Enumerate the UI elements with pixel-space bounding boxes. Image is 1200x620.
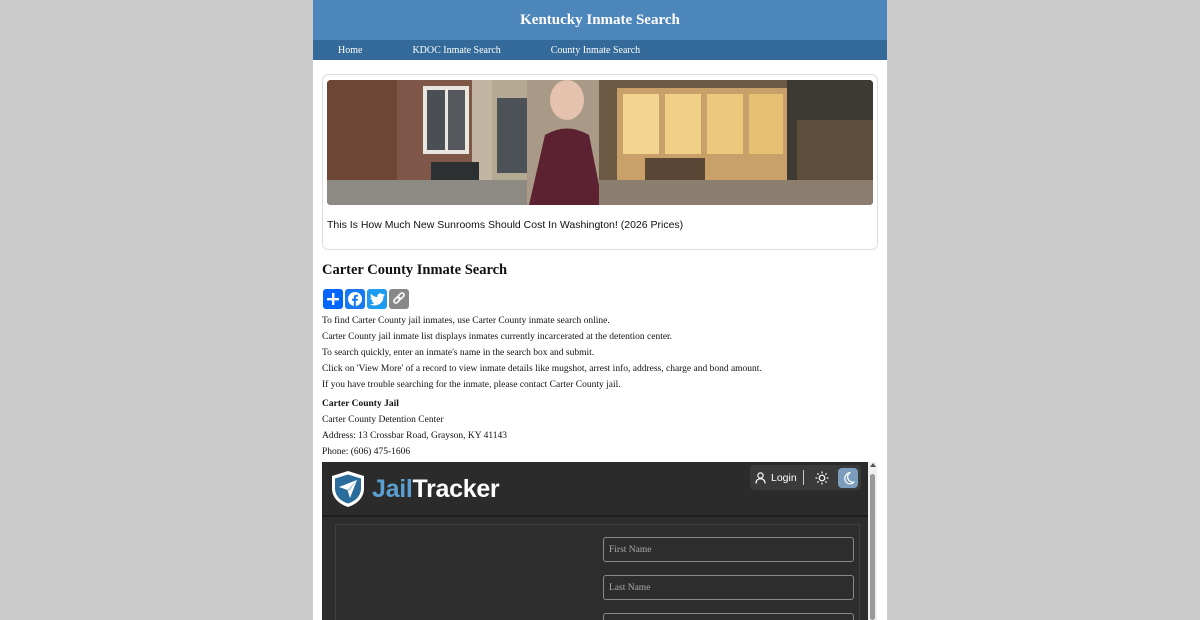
share-buttons [323,289,409,309]
copy-link-icon[interactable] [389,289,409,309]
intro-line: If you have trouble searching for the inmate, please contact Carter County jail. [322,380,621,390]
intro-line: To find Carter County jail inmates, use Carter County inmate search online. [322,316,610,326]
ad-image[interactable] [327,80,873,205]
ad-banner[interactable] [322,74,878,250]
nav-county-inmate-search[interactable]: County Inmate Search [550,44,641,56]
third-input-field[interactable] [603,613,854,620]
jail-phone: Phone: (606) 475-1606 [322,447,411,457]
intro-line: To search quickly, enter an inmate's name in the search box and submit. [322,348,595,358]
logo-jail-text: Jail [372,474,413,503]
share-plus-icon[interactable] [323,289,343,309]
user-icon [755,472,766,484]
light-mode-button[interactable] [813,469,831,487]
sun-icon [815,471,829,485]
search-form-panel [335,524,860,620]
jail-name: Carter County Jail [322,399,399,409]
dark-mode-button[interactable] [838,468,858,488]
login-button[interactable] [755,470,804,485]
jailtracker-logo[interactable] [330,470,499,508]
site-title[interactable]: Kentucky Inmate Search [520,11,680,28]
frame-scrollbar[interactable] [868,462,877,620]
scroll-thumb[interactable] [870,474,875,620]
jailtracker-frame [322,462,868,620]
nav-home[interactable]: Home [338,44,363,56]
facebook-icon[interactable] [345,289,365,309]
jail-facility: Carter County Detention Center [322,415,444,425]
twitter-icon[interactable] [367,289,387,309]
page-content [313,0,887,620]
site-header [313,0,887,40]
intro-text [322,313,762,393]
jail-address: Address: 13 Crossbar Road, Grayson, KY 41143 [322,431,508,441]
intro-line: Click on 'View More' of a record to view inmate details like mugshot, arrest info, address, charge and bond amount. [322,364,762,374]
first-name-input[interactable] [603,537,854,562]
page-heading: Carter County Inmate Search [322,262,508,278]
jailtracker-toolbar [750,465,861,490]
logo-tracker-text: Tracker [412,474,500,503]
nav-kdoc-inmate-search[interactable]: KDOC Inmate Search [412,44,501,56]
scroll-up-arrow-icon[interactable] [870,463,876,467]
ad-caption[interactable]: This Is How Much New Sunrooms Should Cost In Washington! (2026 Prices) [327,219,684,231]
last-name-input[interactable] [603,575,854,600]
jailtracker-header [322,462,868,517]
intro-line: Carter County jail inmate list displays inmates currently incarcerated at the detention center. [322,332,673,342]
moon-icon [841,471,855,485]
jail-info [322,396,507,460]
shield-icon [330,470,366,508]
login-label: Login [771,471,797,484]
jailtracker-wordmark [372,475,499,504]
nav-bar [313,40,887,60]
